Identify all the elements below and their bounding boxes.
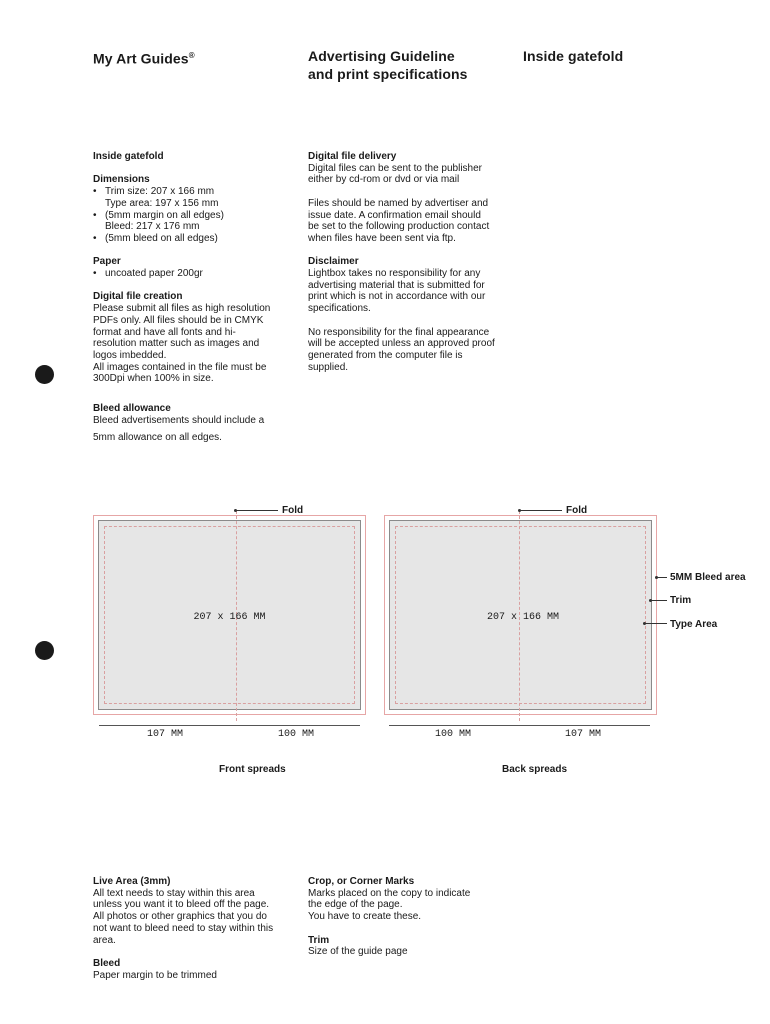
text-line: the edge of the page. xyxy=(308,899,403,911)
front-size-label: 207 x 166 MM xyxy=(193,612,266,623)
text-line: specifications. xyxy=(308,303,371,315)
text-line: Files should be named by advertiser and xyxy=(308,197,489,209)
file-delivery-heading: Digital file delivery xyxy=(308,151,397,162)
text-line: either by cd-rom or dvd or via mail xyxy=(308,174,460,186)
back-spreads-caption: Back spreads xyxy=(502,764,568,775)
paper-heading: Paper xyxy=(93,256,121,268)
title-line-1: Advertising Guideline xyxy=(308,48,455,64)
crop-marks-heading: Crop, or Corner Marks xyxy=(308,876,415,887)
text-line: Size of the guide page xyxy=(308,946,408,958)
text-line: Digital files can be sent to the publisher xyxy=(308,162,482,174)
text-line: All photos or other graphics that you do xyxy=(93,911,267,923)
back-fold-arrow xyxy=(520,510,562,511)
margin-note: • (5mm margin on all edges) xyxy=(93,210,298,222)
back-size-label: 207 x 166 MM xyxy=(486,612,559,623)
binder-hole-top xyxy=(35,365,54,384)
type-callout-line xyxy=(645,623,667,624)
bleed-callout-line xyxy=(657,577,667,578)
paper-item: • uncoated paper 200gr xyxy=(93,268,298,280)
back-spread-diagram xyxy=(384,515,657,715)
text-line: area. xyxy=(93,934,116,946)
bleed-allowance-block xyxy=(93,403,298,426)
text-line: resolution matter such as images and xyxy=(93,338,260,350)
trim-heading: Trim xyxy=(308,934,330,946)
text-line: No responsibility for the final appearance xyxy=(308,326,490,338)
bleed-heading: Bleed xyxy=(93,957,121,969)
back-fold-label: Fold xyxy=(566,505,588,516)
brand-name: My Art Guides xyxy=(93,50,189,67)
text-line: when files have been sent via ftp. xyxy=(308,232,456,244)
paper-block xyxy=(93,256,298,279)
bleed-definition-block xyxy=(93,958,298,981)
document-title xyxy=(308,47,468,83)
text-line: format and have all fonts and hi- xyxy=(93,326,236,338)
text-line: supplied. xyxy=(308,361,349,373)
front-left-dimension: 107 MM xyxy=(147,729,184,740)
trim-definition-block xyxy=(308,935,518,958)
back-left-dimension: 100 MM xyxy=(435,729,472,740)
bleed-note: • (5mm bleed on all edges) xyxy=(93,233,298,245)
trim-size: • Trim size: 207 x 166 mm xyxy=(93,186,298,198)
trim-callout-line xyxy=(651,600,667,601)
front-dimension-line xyxy=(99,725,360,726)
text-line: be set to the following production contact xyxy=(308,221,490,233)
text-line: Paper margin to be trimmed xyxy=(93,969,217,981)
text-line: Bleed advertisements should include a xyxy=(93,414,265,426)
text-line: will be accepted unless an approved proof xyxy=(308,338,495,350)
front-fold-arrow xyxy=(236,510,278,511)
brand-title xyxy=(93,47,195,68)
text-line: Lightbox takes no responsibility for any xyxy=(308,268,481,279)
text-line: unless you want it to bleed off the page. xyxy=(93,899,270,911)
disclaimer-block xyxy=(308,256,518,315)
text-line: Please submit all files as high resolution xyxy=(93,303,271,315)
back-right-dimension: 107 MM xyxy=(565,729,602,740)
disclaimer-heading: Disclaimer xyxy=(308,256,359,268)
right-column xyxy=(308,151,518,385)
text-line: PDFs only. All files should be in CMYK xyxy=(93,314,264,326)
footer-left xyxy=(93,876,298,981)
left-column xyxy=(93,151,298,397)
back-dimension-line xyxy=(389,725,650,726)
text-line: logos imbedded. xyxy=(93,349,167,361)
legend-type-area: Type Area xyxy=(670,619,718,630)
text-line: All text needs to stay within this area xyxy=(93,887,255,899)
legend-bleed-area: 5MM Bleed area xyxy=(670,572,746,583)
naming-block xyxy=(308,198,518,245)
text-line: generated from the computer file is xyxy=(308,349,463,361)
live-area-heading: Live Area (3mm) xyxy=(93,876,171,887)
front-spreads-caption: Front spreads xyxy=(219,764,286,775)
text-line: print which is not in accordance with our xyxy=(308,291,486,303)
title-line-2: and print specifications xyxy=(308,66,468,82)
inside-gatefold-heading: Inside gatefold xyxy=(93,151,164,162)
crop-marks-block xyxy=(308,876,518,923)
file-creation-block xyxy=(93,291,298,385)
file-creation-heading: Digital file creation xyxy=(93,291,183,303)
bleed-allowance-heading: Bleed allowance xyxy=(93,403,171,414)
front-spread-diagram xyxy=(93,515,366,715)
dimensions-block xyxy=(93,174,298,244)
text-line: not want to bleed need to stay within this xyxy=(93,922,274,934)
footer-right xyxy=(308,876,518,958)
text-line: 300Dpi when 100% in size. xyxy=(93,373,214,385)
live-area-block xyxy=(93,876,298,946)
responsibility-block xyxy=(308,327,518,374)
text-line: issue date. A confirmation email should xyxy=(308,209,481,221)
legend-trim: Trim xyxy=(670,595,692,606)
text-line: advertising material that is submitted for xyxy=(308,279,485,291)
section-title: Inside gatefold xyxy=(523,48,624,64)
bleed-size: Bleed: 217 x 176 mm xyxy=(105,221,200,233)
text-line: You have to create these. xyxy=(308,911,422,923)
text-line: Marks placed on the copy to indicate xyxy=(308,887,471,899)
registered-mark: ® xyxy=(188,51,195,60)
text-line: All images contained in the file must be xyxy=(93,361,267,373)
binder-hole-bottom xyxy=(35,641,54,660)
front-right-dimension: 100 MM xyxy=(278,729,315,740)
dimensions-heading: Dimensions xyxy=(93,174,150,186)
front-fold-label: Fold xyxy=(282,505,304,516)
bleed-allowance-line-2: 5mm allowance on all edges. xyxy=(93,432,222,443)
type-area: Type area: 197 x 156 mm xyxy=(105,197,219,209)
file-delivery-block xyxy=(308,151,518,186)
